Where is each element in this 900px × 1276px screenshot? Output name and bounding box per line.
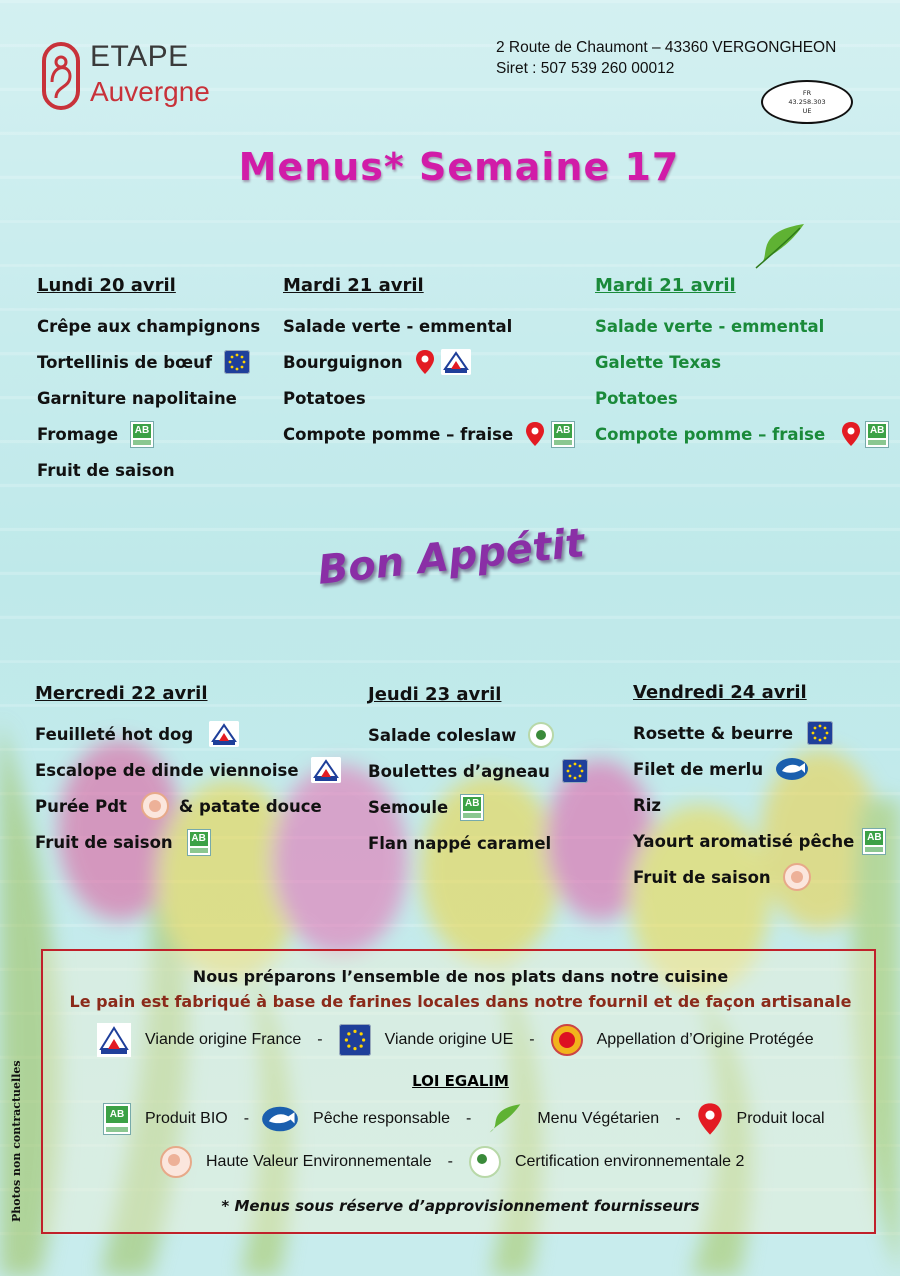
day-title: Mardi 21 avril — [595, 275, 736, 296]
legend-vegetarien: Menu Végétarien — [537, 1110, 660, 1127]
legend-viande-france: Viande origine France — [145, 1031, 302, 1048]
separator: - — [317, 1031, 323, 1048]
legend-loi-egalim: LOI EGALIM — [412, 1072, 509, 1090]
day-title: Lundi 20 avril — [37, 275, 176, 296]
separator: - — [447, 1153, 453, 1170]
legend-row-origin — [97, 1023, 814, 1057]
menu-item: Potatoes — [283, 388, 366, 408]
menu-item: Potatoes — [595, 388, 678, 408]
menu-item-suffix: & patate douce — [178, 796, 322, 816]
msc-fish-icon — [775, 757, 809, 781]
menu-item: Fruit de saison — [37, 460, 175, 480]
legend-aop: Appellation d’Origine Protégée — [596, 1031, 814, 1048]
ce2-icon — [528, 722, 554, 748]
legend-kitchen-note: Nous préparons l’ensemble de nos plats dans notre cuisine — [192, 967, 729, 986]
menu-item: Galette Texas — [595, 352, 722, 372]
legend-row-environment — [160, 1146, 744, 1178]
separator: - — [243, 1110, 250, 1127]
day-friday — [633, 682, 886, 895]
day-thursday — [368, 684, 588, 861]
day-wednesday — [35, 683, 341, 860]
menu-item: Filet de merlu — [633, 751, 886, 787]
legend-hve: Haute Valeur Environnementale — [206, 1153, 432, 1170]
hve-icon — [783, 863, 811, 891]
separator: - — [529, 1031, 535, 1048]
ab-bio-icon: AB — [865, 421, 889, 448]
eu-flag-icon — [224, 350, 250, 374]
menu-item: Salade verte - emmental — [283, 316, 513, 336]
location-pin-icon — [415, 349, 435, 375]
vegetarian-leaf-icon — [487, 1103, 523, 1135]
menu-item: Rosette & beurre — [633, 715, 886, 751]
hve-icon — [160, 1146, 192, 1178]
day-title: Jeudi 23 avril — [368, 684, 502, 705]
eu-flag-icon — [807, 721, 833, 745]
separator: - — [675, 1110, 681, 1127]
location-pin-icon — [525, 421, 545, 447]
legend-bread-note: Le pain est fabriqué à base de farines locales dans notre fournil et de façon artisanale — [69, 992, 852, 1011]
menu-item: Garniture napolitaine — [37, 388, 237, 408]
legend-footnote: * Menus sous réserve d’approvisionnement fournisseurs — [221, 1197, 700, 1215]
legend-bio: Produit BIO — [145, 1110, 228, 1127]
eu-flag-icon — [339, 1024, 371, 1056]
legend-ce2: Certification environnementale 2 — [514, 1153, 745, 1170]
ab-bio-icon: AB — [460, 794, 484, 821]
logo-icon — [42, 42, 80, 110]
menu-item: Fromage AB — [37, 416, 260, 452]
ab-bio-icon: AB — [103, 1103, 131, 1135]
day-monday — [37, 275, 260, 488]
vegetarian-leaf-icon — [752, 222, 808, 272]
menu-item: Salade verte - emmental — [595, 316, 825, 336]
legend-local: Produit local — [736, 1110, 825, 1127]
legend-row-egalim — [103, 1102, 825, 1136]
menu-item: Feuilleté hot dog — [35, 716, 341, 752]
photo-disclaimer: Photos non contractuelles — [10, 1060, 23, 1222]
day-title: Mardi 21 avril — [283, 275, 424, 296]
legend-box — [41, 949, 876, 1234]
menu-item: Escalope de dinde viennoise — [35, 752, 341, 788]
menu-item: Purée Pdt & patate douce — [35, 788, 341, 824]
aop-icon — [551, 1024, 583, 1056]
ab-bio-icon: AB — [187, 829, 211, 856]
eu-flag-icon — [562, 759, 588, 783]
legend-peche: Pêche responsable — [313, 1110, 451, 1127]
msc-fish-icon — [261, 1105, 299, 1133]
viande-france-icon — [441, 349, 471, 375]
legend-viande-ue: Viande origine UE — [384, 1031, 514, 1048]
address-block — [496, 37, 836, 79]
bon-appetit-slogan: Bon Appétit — [315, 520, 587, 594]
ab-bio-icon: AB — [130, 421, 154, 448]
hve-icon — [141, 792, 169, 820]
menu-item: Flan nappé caramel — [368, 833, 552, 853]
menu-item: Compote pomme – fraise AB — [283, 416, 575, 452]
viande-france-icon — [97, 1023, 131, 1057]
siret: Siret : 507 539 260 00012 — [496, 60, 675, 77]
ab-bio-icon: AB — [551, 421, 575, 448]
viande-france-icon — [311, 757, 341, 783]
health-mark-country: FR — [802, 89, 812, 97]
viande-france-icon — [209, 721, 239, 747]
brand-region: Auvergne — [90, 76, 210, 107]
menu-item: Crêpe aux champignons — [37, 316, 261, 336]
menu-item: Salade coleslaw — [368, 717, 588, 753]
ce2-icon — [469, 1146, 501, 1178]
page-title: Menus* Semaine 17 — [238, 145, 680, 189]
address: 2 Route de Chaumont – 43360 VERGONGHEON — [496, 39, 837, 56]
day-title: Vendredi 24 avril — [633, 682, 807, 703]
menu-item: Compote pomme – fraise AB — [595, 416, 889, 452]
separator: - — [466, 1110, 472, 1127]
ab-bio-icon: AB — [862, 828, 886, 855]
menu-item: Fruit de saison — [633, 859, 886, 895]
location-pin-icon — [841, 421, 861, 447]
health-mark-number: 43.258.303 — [788, 98, 826, 106]
health-mark-region: UE — [802, 107, 812, 115]
menu-item: Boulettes d’agneau — [368, 753, 588, 789]
day-tuesday — [283, 275, 575, 452]
menu-item: Semoule AB — [368, 789, 588, 825]
menu-item: Yaourt aromatisé pêche AB — [633, 823, 886, 859]
health-mark — [761, 80, 853, 124]
location-pin-icon — [697, 1102, 723, 1136]
menu-item: Tortellinis de bœuf — [37, 344, 260, 380]
menu-item: Fruit de saison AB — [35, 824, 341, 860]
day-title: Mercredi 22 avril — [35, 683, 208, 704]
day-tuesday-vegetarian — [595, 275, 889, 452]
brand-name: ETAPE — [90, 40, 189, 73]
menu-item: Bourguignon — [283, 344, 575, 380]
menu-item: Riz — [633, 795, 661, 815]
